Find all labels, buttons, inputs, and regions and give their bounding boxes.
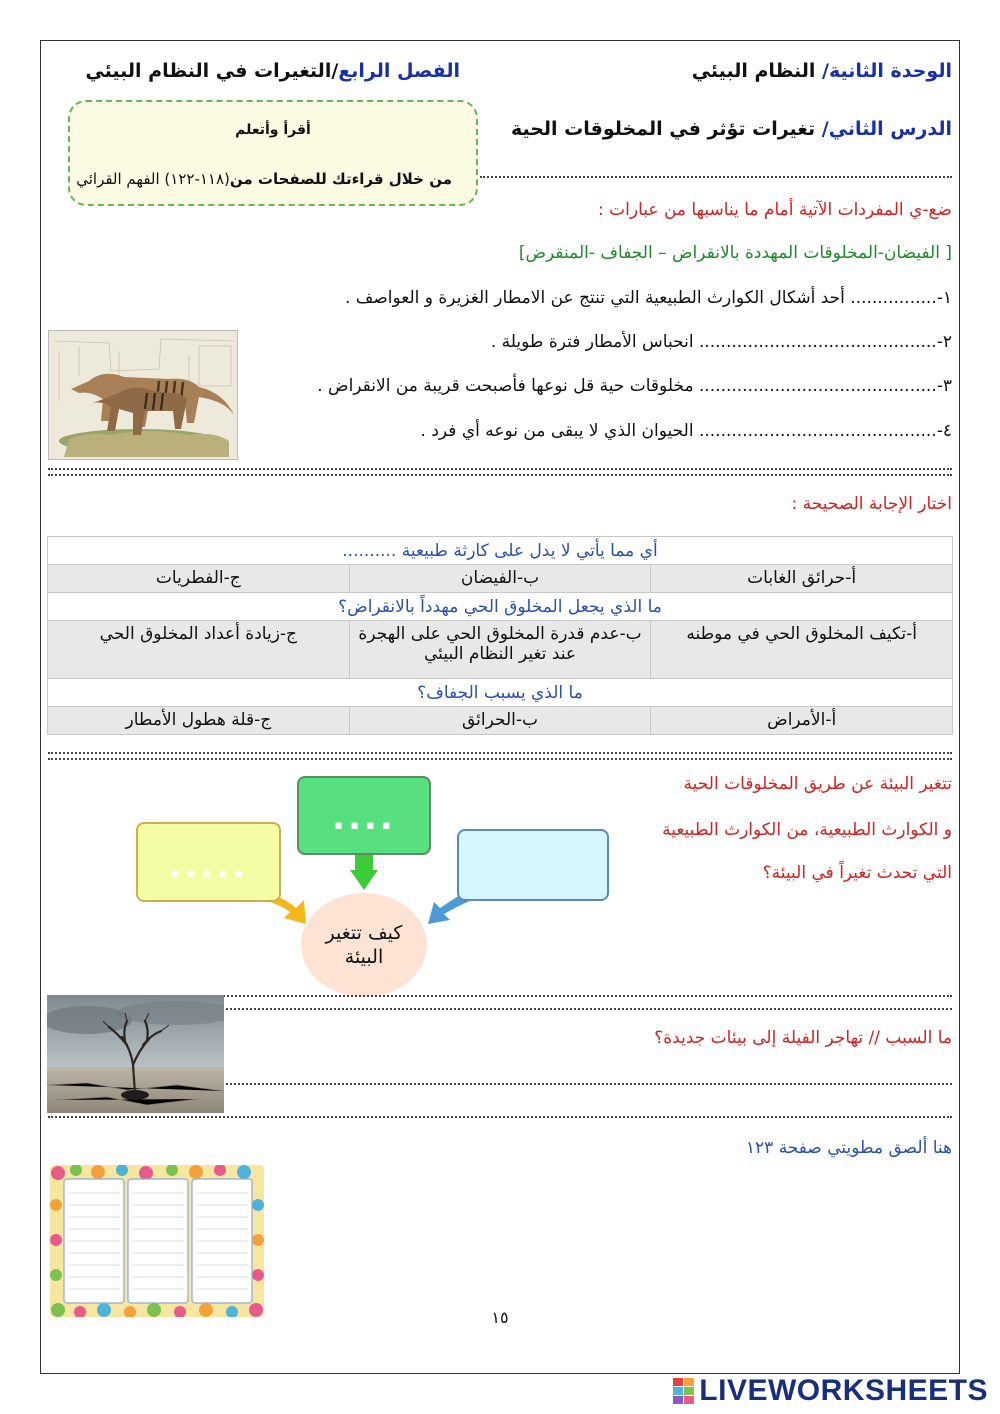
question-3: ما الذي يسبب الجفاف؟ — [48, 679, 953, 707]
option-2a[interactable]: أ-تكيف المخلوق الحي في موطنه — [651, 621, 953, 679]
page-number: ١٥ — [491, 1308, 509, 1327]
answer-line[interactable] — [226, 1008, 952, 1010]
fill-item-3[interactable]: ٣-............................................ مخلوقات حية قل نوعها فأصبحت قريبة من الانقراض . — [317, 376, 952, 396]
unit-title: النظام البيئي — [691, 60, 823, 82]
read-box-text: من خلال قراءتك للصفحات من(١١٨-١٢٢) الفهم القرائي — [76, 170, 452, 188]
section3-line-1: تتغير البيئة عن طريق المخلوقات الحية — [683, 774, 952, 794]
lesson-title: تغيرات تؤثر في المخلوقات الحية — [510, 118, 822, 140]
section4-question: ما السبب // تهاجر الفيلة إلى بيئات جديدة؟ — [654, 1028, 952, 1048]
word-bank: [ الفيضان-المخلوقات المهددة بالانقراض – الجفاف -المنقرض] — [518, 243, 952, 263]
question-2: ما الذي يجعل المخلوق الحي مهدداً بالانقراض؟ — [48, 593, 953, 621]
fill-item-4[interactable]: ٤-............................................ الحيوان الذي لا يبقى من نوعه أي فرد . — [420, 421, 952, 441]
concept-box-left[interactable]: ..... — [136, 822, 281, 902]
option-2c[interactable]: ج-زيادة أعداد المخلوق الحي — [48, 621, 350, 679]
concept-box-top[interactable]: .... — [297, 776, 431, 855]
brand-logo[interactable] — [673, 1376, 988, 1406]
section2-instruction: اختار الإجابة الصحيحة : — [791, 494, 952, 514]
divider — [48, 1116, 952, 1118]
concept-center-oval — [301, 893, 427, 997]
chapter-label: الفصل الرابع — [338, 60, 460, 82]
option-1a[interactable]: أ-حرائق الغابات — [651, 565, 953, 593]
lesson-label: الدرس الثاني/ — [821, 118, 952, 140]
option-3b[interactable]: ب-الحرائق — [349, 707, 651, 735]
chapter-title: /التغيرات في النظام البيئي — [85, 60, 339, 82]
option-1c[interactable]: ج-الفطريات — [48, 565, 350, 593]
answer-line[interactable] — [226, 1083, 952, 1085]
section3-line-3: التي تحدث تغيراً في البيئة؟ — [762, 863, 952, 883]
option-1b[interactable]: ب-الفيضان — [349, 565, 651, 593]
foldable-image — [50, 1165, 264, 1317]
question-1: أي مما يأتي لا يدل على كارثة طبيعية .......... — [48, 537, 953, 565]
read-box-title: أقرأ وأتعلم — [235, 122, 311, 138]
concept-box-right[interactable] — [457, 829, 609, 901]
drought-image — [47, 995, 224, 1113]
section3-line-2: و الكوارث الطبيعية، من الكوارث الطبيعية — [662, 820, 952, 840]
brand-name: LIVEWORKSHEETS — [699, 1374, 988, 1407]
fill-item-2[interactable]: ٢-............................................ انحباس الأمطار فترة طويلة . — [490, 332, 952, 352]
unit-label: الوحدة الثانية/ — [822, 60, 952, 82]
section1-instruction: ضع-ي المفردات الآتية أمام ما يناسبها من عبارات : — [598, 200, 952, 220]
option-3c[interactable]: ج-قلة هطول الأمطار — [48, 707, 350, 735]
arrow-head-top — [350, 870, 378, 890]
foldable-label: هنا ألصق مطويتي صفحة ١٢٣ — [745, 1138, 952, 1158]
option-3a[interactable]: أ-الأمراض — [651, 707, 953, 735]
concept-center-text: كيف تتغير البيئة — [325, 922, 403, 968]
fill-item-1[interactable]: ١-................ أحد أشكال الكوارث الطبيعية التي تنتج عن الامطار الغزيرة و العواصف . — [344, 288, 952, 308]
option-2b[interactable]: ب-عدم قدرة المخلوق الحي على الهجرة عند تغير النظام البيئي — [349, 621, 651, 679]
lw-cubes-icon — [673, 1378, 695, 1404]
